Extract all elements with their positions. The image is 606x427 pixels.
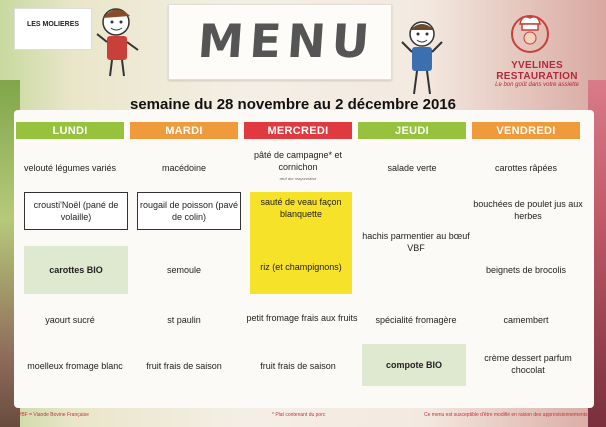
week-heading: semaine du 28 novembre au 2 décembre 2016 — [130, 96, 456, 113]
brand-tagline: Le bon goût dans votre assiette — [495, 82, 579, 88]
day-header-mercredi: MERCREDI — [244, 122, 352, 139]
footer-pork-note: * Plat contenant du porc — [272, 412, 326, 418]
menu-item-jeudi-main: hachis parmentier au bœuf VBF — [362, 231, 470, 253]
menu-item-mercredi-main: sauté de veau façon blanquette — [250, 192, 352, 240]
child-illustration-left — [94, 4, 142, 78]
menu-item-mercredi-note: œuf dur mayonnaise — [279, 176, 317, 181]
menu-item-mardi-dairy: st paulin — [167, 315, 201, 325]
school-name: LES MOLIERES — [14, 8, 92, 50]
menu-item-jeudi-dessert: compote BIO — [362, 344, 466, 386]
menu-item-lundi-starter: velouté légumes variés — [23, 163, 117, 173]
menu-item-mercredi-starter-text: pâté de campagne* et cornichon — [253, 150, 343, 172]
day-header-jeudi: JEUDI — [358, 122, 466, 139]
menu-title: MENU — [196, 14, 377, 68]
menu-item-vendredi-dairy: camembert — [503, 315, 549, 325]
day-header-vendredi: VENDREDI — [472, 122, 580, 139]
menu-item-mardi-main: rougail de poisson (pavé de colin) — [137, 192, 241, 230]
menu-item-mercredi-starter — [244, 146, 352, 184]
brand-name: YVELINES RESTAURATION — [496, 60, 578, 82]
day-header-lundi: LUNDI — [16, 122, 124, 139]
menu-item-vendredi-main: bouchées de poulet jus aux herbes — [473, 199, 583, 221]
brand-block — [470, 60, 604, 88]
menu-item-mercredi-dairy: petit fromage frais aux fruits — [246, 313, 358, 323]
footer-vbf-note: VBF = Viande Bovine Française — [18, 412, 89, 418]
menu-item-lundi-dairy: yaourt sucré — [45, 315, 95, 325]
day-header-mardi: MARDI — [130, 122, 238, 139]
menu-item-vendredi-dessert: crème dessert parfum chocolat — [484, 353, 572, 375]
menu-item-lundi-dessert: moelleux fromage blanc — [27, 361, 123, 371]
menu-item-vendredi-starter: carottes râpées — [494, 163, 558, 173]
menu-item-mardi-dessert: fruit frais de saison — [146, 361, 222, 371]
menu-item-mercredi-side: riz (et champignons) — [250, 240, 352, 294]
menu-item-mardi-side: semoule — [166, 265, 202, 275]
chef-logo-icon — [500, 10, 560, 54]
child-illustration-right — [398, 18, 446, 98]
menu-item-lundi-main: crousti'Noël (pané de volaille) — [24, 192, 128, 230]
menu-item-mercredi-dessert: fruit frais de saison — [260, 361, 336, 371]
menu-item-vendredi-side: beignets de brocolis — [485, 265, 567, 275]
menu-item-mardi-starter: macédoine — [161, 163, 207, 173]
menu-item-jeudi-starter: salade verte — [387, 163, 437, 173]
menu-item-jeudi-dairy: spécialité fromagère — [375, 315, 457, 325]
menu-item-lundi-side: carottes BIO — [24, 246, 128, 294]
footer-supply-note: Ce menu est susceptible d'être modifié en raison des approvisionnements. — [424, 412, 589, 418]
